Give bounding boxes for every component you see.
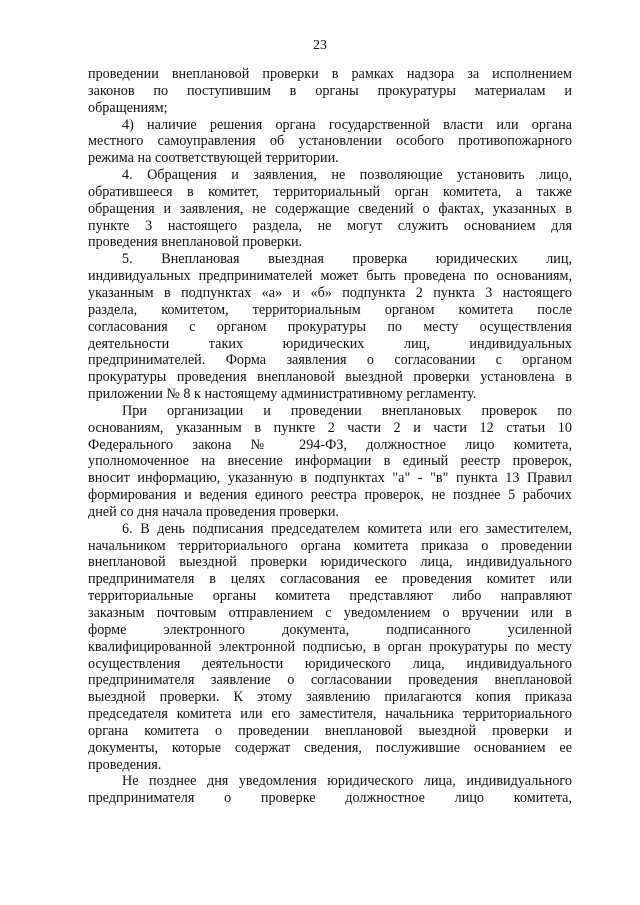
- text-line: 4. Обращения и заявления, не позволяющие установить лицо,: [122, 167, 572, 184]
- text-line: дней со дня начала проведения проверки.: [88, 503, 339, 520]
- text-line: предпринимателей. Форма заявления о согласовании с органом: [88, 352, 572, 369]
- text-line: 4) наличие решения органа государственной власти или органа: [122, 116, 572, 133]
- text-line: осуществления деятельности юридического лица, индивидуального: [88, 655, 572, 672]
- paragraph-1: [88, 66, 572, 117]
- text-line: предпринимателя о проверке должностное лицо комитета,: [88, 790, 572, 807]
- paragraph-5: [88, 403, 572, 521]
- text-line: территориальные органы комитета представляют либо направляют: [88, 588, 572, 605]
- text-line: обращения и заявления, не содержащие сведений о фактах, указанных в: [88, 200, 572, 217]
- text-line: квалифицированной электронной подписью, в орган прокуратуры по месту: [88, 638, 572, 655]
- text-line: законов по поступившим в органы прокуратуры материалам и: [88, 82, 572, 99]
- text-line: вносит информацию, указанную в подпунктах "а" - "в" пункта 13 Правил: [88, 470, 572, 487]
- text-line: проведения внеплановой проверки.: [88, 234, 303, 251]
- document-body: [88, 66, 572, 807]
- text-line: приложении № 8 к настоящему административному регламенту.: [88, 386, 477, 403]
- text-line: режима на соответствующей территории.: [88, 150, 339, 167]
- paragraph-3: [88, 167, 572, 251]
- text-line: начальником территориального органа комитета приказа о проведении: [88, 537, 572, 554]
- text-line: органа комитета о проведении внеплановой выездной проверки и: [88, 722, 572, 739]
- text-line: документы, которые содержат сведения, послужившие основанием ее: [88, 739, 572, 756]
- text-line: уполномоченное на внесение информации в единый реестр проверок,: [88, 453, 572, 470]
- text-line: 6. В день подписания председателем комитета или его заместителем,: [122, 520, 572, 537]
- text-line: председателя комитета или его заместителя, начальника территориального: [88, 706, 572, 723]
- text-line: раздела, комитетом, территориальным органом комитета после: [88, 301, 572, 318]
- text-line: внеплановой выездной проверки юридического лица, индивидуального: [88, 554, 572, 571]
- text-line: прокуратуры проведения внеплановой выездной проверки установлена в: [88, 369, 572, 386]
- text-line: указанным в подпунктах «а» и «б» подпункта 2 пункта 3 настоящего: [88, 284, 572, 301]
- paragraph-7: [88, 773, 572, 807]
- text-line: пункте 3 настоящего раздела, не могут служить основанием для: [88, 217, 572, 234]
- text-line: местного самоуправления об установлении особого противопожарного: [88, 133, 572, 150]
- text-line: заказным почтовым отправлением с уведомлением о вручении или в: [88, 605, 572, 621]
- text-line: Не позднее дня уведомления юридического лица, индивидуального: [122, 773, 572, 790]
- text-line: проведения.: [88, 756, 162, 773]
- text-line: предпринимателя заявление о согласовании проведения внеплановой: [88, 672, 572, 689]
- text-line: проведении внеплановой проверки в рамках надзора за исполнением: [88, 66, 572, 82]
- text-line: выездной проверки. К этому заявлению прилагаются копия приказа: [88, 689, 572, 706]
- text-line: обратившееся в комитет, территориальный орган комитета, а также: [88, 183, 572, 200]
- paragraph-4: [88, 251, 572, 403]
- text-line: согласования с органом прокуратуры по месту осуществления: [88, 318, 572, 335]
- paragraph-6: [88, 521, 572, 774]
- paragraph-2: [88, 117, 572, 168]
- text-line: обращениям;: [88, 99, 168, 116]
- text-line: деятельности таких юридических лиц, индивидуальных: [88, 335, 572, 352]
- text-line: формирования и ведения единого реестра проверок, не позднее 5 рабочих: [88, 487, 572, 504]
- text-line: 5. Внеплановая выездная проверка юридических лиц,: [122, 251, 572, 268]
- text-line: основаниям, указанным в пункте 2 части 2 и части 12 статьи 10: [88, 419, 572, 436]
- page-number: 23: [313, 38, 327, 53]
- text-line: При организации и проведении внеплановых проверок по: [122, 402, 572, 419]
- text-line: Федерального закона № 294-ФЗ, должностное лицо комитета,: [88, 436, 572, 453]
- text-line: предпринимателя в целях согласования ее проведения комитет или: [88, 571, 572, 588]
- text-line: форме электронного документа, подписанного усиленной: [88, 621, 572, 638]
- text-line: индивидуальных предпринимателей может быть проведена по основаниям,: [88, 268, 572, 285]
